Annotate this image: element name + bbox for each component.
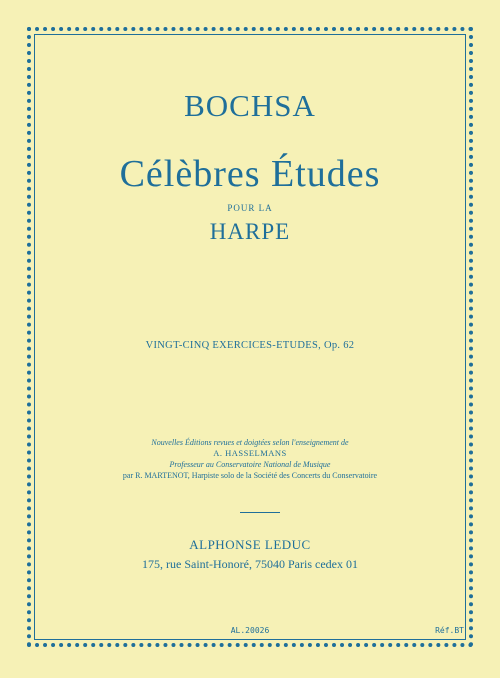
pour-la-label: POUR LA [227,203,273,213]
reviser-credit: par R. MARTENOT, Harpiste solo de la Société des Concerts du Conservatoire [122,471,378,480]
reference-code: Réf.BT [435,626,464,635]
publisher-name: ALPHONSE LEDUC [189,537,311,552]
editor-name: A. HASSELMANS [213,448,287,458]
composer-name: BOCHSA [184,88,316,123]
instrument-name: HARPE [209,219,291,244]
work-title: Célèbres Études [119,153,381,195]
divider [240,512,280,513]
catalog-number: AL.20026 [230,626,270,635]
work-subtitle: VINGT-CINQ EXERCICES-ETUDES, Op. 62 [145,340,355,351]
editor-title: Professeur au Conservatoire National de Musique [169,460,331,469]
publisher-address: 175, rue Saint-Honoré, 75040 Paris cedex 01 [142,557,358,571]
edition-note-line: Nouvelles Éditions revues et doigtées selon l'enseignement de [151,438,349,447]
